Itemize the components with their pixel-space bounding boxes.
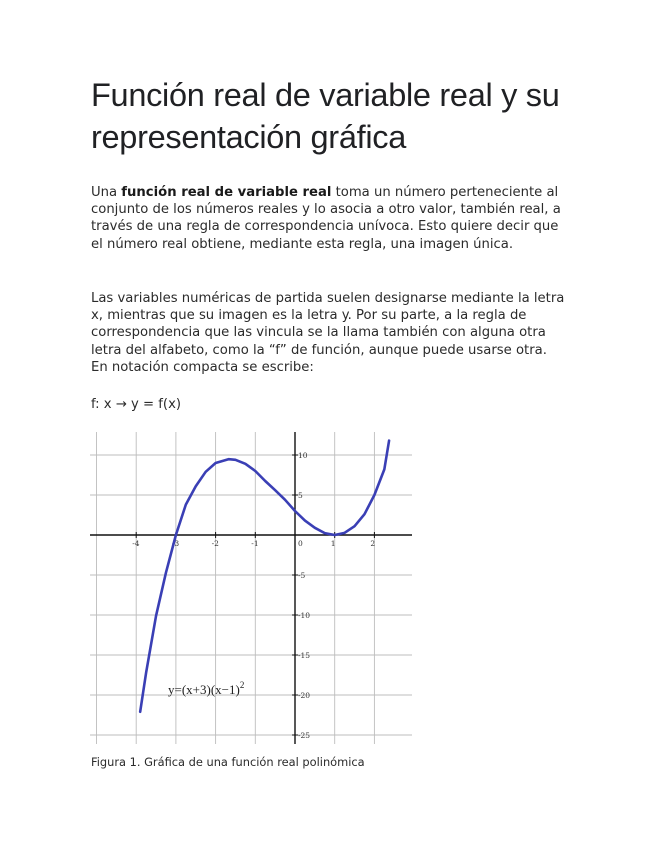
paragraph-variables: Las variables numéricas de partida suelen designarse mediante la letra x, mientras que su imagen es la letra y. Por su parte, a la regla de correspondencia que las vincula se la llama también con alguna otra letra del alfabeto, como la “f” de función, aunque puede usarse otra. En notación compacta se escribe: xyxy=(91,291,565,375)
grid-layer xyxy=(90,432,412,744)
paragraph-definition xyxy=(91,184,566,253)
x-tick-label: -4 xyxy=(132,539,140,548)
page-title: Función real de variable real y su representación gráfica xyxy=(91,77,560,155)
paragraph-definition-intro: Una xyxy=(91,185,122,200)
x-tick-label: 1 xyxy=(330,539,336,548)
function-curve xyxy=(140,441,389,712)
function-graph xyxy=(90,432,412,744)
x-tick-label: 0 xyxy=(298,539,303,548)
y-tick-label: -5 xyxy=(298,571,306,580)
equation-annotation-exponent: 2 xyxy=(239,680,245,690)
figure-caption: Figura 1. Gráfica de una función real polinómica xyxy=(91,755,365,769)
axis-layer xyxy=(90,432,412,744)
x-tick-label: -2 xyxy=(211,539,219,548)
y-tick-label: -20 xyxy=(298,691,311,700)
y-tick-label: 5 xyxy=(298,491,303,500)
paragraph-definition-rest: toma un número perteneciente al conjunto de los números reales y lo asocia a otro valor, también real, a través de una regla de correspondencia unívoca. Esto quiere decir que el número real obtiene, mediante esta regla, una imagen única. xyxy=(91,185,561,252)
function-graph-figure xyxy=(90,432,412,744)
curve-layer xyxy=(140,441,389,712)
x-tick-label: 2 xyxy=(370,539,376,548)
x-tick-label: -3 xyxy=(171,539,180,548)
y-tick-label: -15 xyxy=(298,651,311,660)
equation-annotation-base: y=(x+3)(x−1) xyxy=(168,682,240,697)
equation-annotation xyxy=(168,680,244,697)
paragraph-definition-term: función real de variable real xyxy=(121,185,332,200)
y-tick-label: 10 xyxy=(298,451,308,460)
y-tick-label: -25 xyxy=(298,731,311,740)
y-tick-label: -10 xyxy=(298,611,311,620)
x-tick-label: -1 xyxy=(251,539,259,548)
formula-notation: f: x → y = f(x) xyxy=(91,397,182,412)
